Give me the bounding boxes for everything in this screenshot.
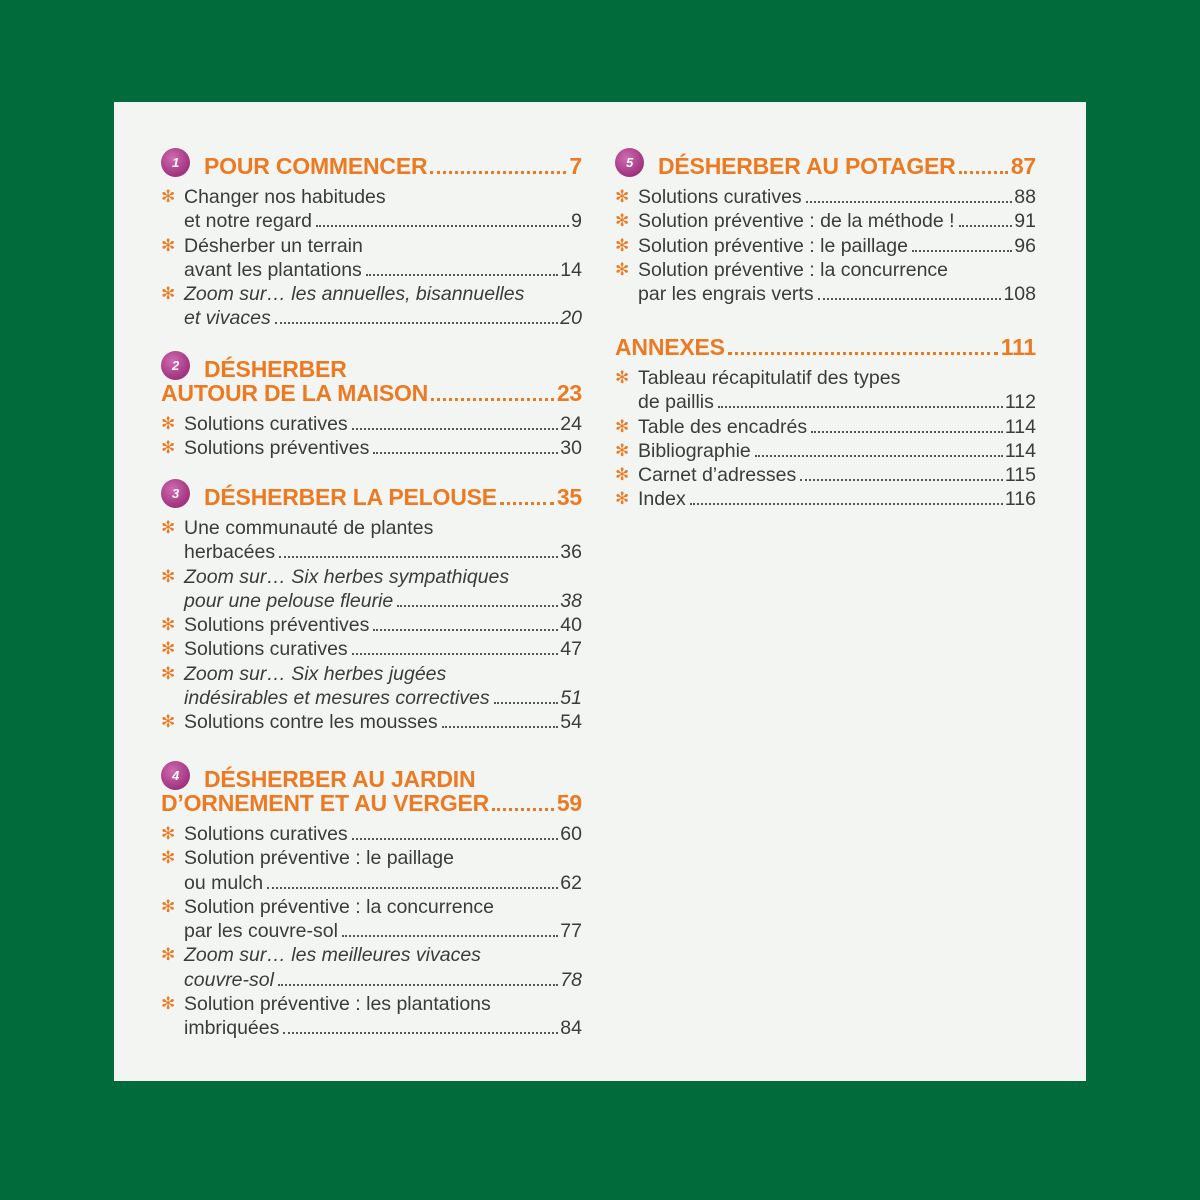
asterisk-flower-icon: ✻: [161, 615, 176, 635]
dot-leader: [397, 605, 558, 607]
toc-entry-line: [184, 871, 582, 895]
toc-entry[interactable]: [615, 366, 1036, 415]
dot-leader: [494, 702, 559, 704]
toc-entry-line: [184, 637, 582, 661]
toc-entry[interactable]: [161, 637, 582, 661]
toc-entry-text: Zoom sur… les meilleures vivaces: [184, 944, 481, 967]
toc-entry-text: Carnet d’adresses: [638, 464, 797, 487]
toc-entry-page: 114: [1004, 415, 1036, 438]
toc-section: [615, 154, 1036, 306]
toc-entry[interactable]: [161, 516, 582, 565]
toc-entry-page: 54: [560, 711, 582, 734]
toc-entry-text: Bibliographie: [638, 439, 751, 462]
dot-leader: [366, 274, 559, 276]
section-page-number: 23: [556, 380, 582, 406]
toc-entry[interactable]: [161, 710, 582, 734]
section-heading[interactable]: [161, 767, 582, 815]
section-heading[interactable]: [161, 357, 582, 405]
asterisk-flower-icon: ✻: [615, 211, 630, 231]
toc-entry-page: 91: [1014, 210, 1036, 233]
section-heading-line: [161, 485, 582, 509]
dot-leader: [755, 455, 1003, 457]
section-page-number: 7: [569, 153, 582, 179]
asterisk-flower-icon: ✻: [161, 284, 176, 304]
toc-entry[interactable]: [615, 415, 1036, 439]
toc-entry[interactable]: [615, 463, 1036, 487]
dot-leader: [800, 479, 1003, 481]
toc-entry-page: 14: [560, 258, 582, 281]
asterisk-flower-icon: ✻: [615, 440, 630, 460]
toc-entry-text: Une communauté de plantes: [184, 517, 434, 539]
toc-entry-text: par les couvre-sol: [184, 920, 338, 943]
asterisk-flower-icon: ✻: [161, 566, 176, 586]
toc-entry[interactable]: [161, 822, 582, 846]
toc-entry-page: 51: [560, 687, 582, 710]
section-page-number: 35: [556, 484, 582, 510]
section-heading-line: [161, 357, 582, 381]
toc-entry-line: [184, 412, 582, 436]
asterisk-flower-icon: ✻: [615, 416, 630, 436]
toc-entry-text: Table des encadrés: [638, 415, 808, 438]
asterisk-flower-icon: ✻: [161, 994, 176, 1014]
toc-entry-line: [638, 209, 1036, 233]
section-number-badge: 5: [615, 148, 644, 177]
asterisk-flower-icon: ✻: [615, 235, 630, 255]
asterisk-flower-icon: ✻: [615, 465, 630, 485]
asterisk-flower-icon: ✻: [161, 235, 176, 255]
section-number-badge: 4: [161, 761, 190, 790]
toc-entry-line: [638, 487, 1036, 511]
dot-leader: [811, 431, 1003, 433]
toc-entry-line: [184, 613, 582, 637]
toc-entry-list: [161, 516, 582, 735]
section-heading-text: DÉSHERBER AU POTAGER: [658, 153, 956, 179]
dot-leader: [718, 406, 1003, 408]
toc-entry-page: 24: [560, 413, 582, 435]
section-number-badge: 3: [161, 479, 190, 508]
toc-entry-text: Changer nos habitudes: [184, 186, 386, 208]
toc-entry-page: 62: [560, 871, 582, 894]
toc-entry-text: ou mulch: [184, 871, 264, 894]
toc-entry-line: [638, 234, 1036, 258]
toc-entry-line: [638, 439, 1036, 463]
section-page-number: 59: [556, 790, 582, 816]
toc-entry[interactable]: [615, 258, 1036, 307]
toc-entry-text: indésirables et mesures correctives: [184, 687, 490, 710]
dot-leader: [430, 171, 566, 174]
toc-section: [615, 335, 1036, 512]
toc-entry-text: Solutions curatives: [638, 186, 802, 208]
section-heading-text: AUTOUR DE LA MAISON: [161, 380, 429, 406]
toc-entry-text: Solution préventive : de la méthode !: [638, 210, 955, 233]
section-heading-text: DÉSHERBER LA PELOUSE: [204, 484, 497, 510]
toc-entry-page: 96: [1014, 234, 1036, 257]
toc-entry-line: [184, 686, 582, 710]
section-number-badge: 1: [161, 148, 190, 177]
dot-leader: [342, 935, 558, 937]
toc-entry[interactable]: [615, 439, 1036, 463]
dot-leader: [267, 887, 558, 889]
toc-entry[interactable]: [161, 895, 582, 944]
toc-section: [161, 485, 582, 735]
toc-entry-text: par les engrais verts: [638, 283, 814, 306]
toc-entry-line: [638, 185, 1036, 209]
toc-entry-line: [184, 436, 582, 460]
toc-entry[interactable]: [615, 185, 1036, 209]
toc-entry[interactable]: [161, 234, 582, 283]
toc-entry-page: 77: [560, 920, 582, 943]
asterisk-flower-icon: ✻: [161, 414, 176, 433]
toc-entry-text: Solutions préventives: [184, 614, 370, 637]
toc-entry-page: 20: [560, 307, 582, 330]
dot-leader: [442, 726, 559, 728]
section-heading-text: D’ORNEMENT ET AU VERGER: [161, 790, 490, 816]
toc-entry-line: [184, 822, 582, 846]
dot-leader: [279, 556, 558, 558]
toc-entry[interactable]: [615, 234, 1036, 258]
asterisk-flower-icon: ✻: [161, 945, 176, 965]
toc-entry-page: 108: [1003, 283, 1036, 306]
toc-entry-text: couvre-sol: [184, 968, 274, 991]
dot-leader: [352, 428, 559, 430]
asterisk-flower-icon: ✻: [161, 896, 176, 916]
toc-entry-line: [184, 540, 582, 564]
toc-entry[interactable]: [161, 613, 582, 637]
toc-entry-line: [184, 1016, 582, 1040]
toc-entry[interactable]: [161, 185, 582, 234]
section-heading-text: POUR COMMENCER: [204, 153, 428, 179]
toc-entry-page: 47: [560, 638, 582, 661]
asterisk-flower-icon: ✻: [615, 368, 630, 387]
dot-leader: [373, 629, 558, 631]
toc-entry-line: [638, 390, 1036, 414]
toc-entry-text: avant les plantations: [184, 258, 362, 281]
toc-entry-text: Solution préventive : la concurrence: [638, 258, 949, 281]
toc-entry-page: 38: [560, 589, 582, 612]
section-page-number: 87: [1010, 153, 1036, 179]
toc-entry-text: Solution préventive : le paillage: [184, 847, 454, 870]
toc-entry-text: Solution préventive : la concurrence: [184, 895, 495, 918]
asterisk-flower-icon: ✻: [615, 489, 630, 509]
dot-leader: [352, 838, 559, 840]
toc-entry-text: Solution préventive : le paillage: [638, 234, 908, 257]
dot-leader: [500, 502, 554, 505]
toc-entry-page: 9: [571, 210, 582, 233]
toc-entry-line: [638, 415, 1036, 439]
dot-leader: [492, 808, 554, 811]
section-heading[interactable]: [161, 485, 582, 509]
dot-leader: [283, 1032, 558, 1034]
toc-entry-text: Zoom sur… Six herbes sympathiques: [184, 565, 510, 588]
section-heading-line: [161, 154, 582, 178]
toc-entry-text: Zoom sur… les annuelles, bisannuelles: [184, 283, 525, 306]
toc-entry-page: 116: [1004, 488, 1036, 511]
table-of-contents-page: [114, 102, 1086, 1081]
toc-entry[interactable]: [161, 282, 582, 331]
toc-entry-page: 36: [560, 541, 582, 564]
toc-entry-list: [161, 822, 582, 1041]
toc-entry[interactable]: [161, 992, 582, 1041]
toc-entry-list: [161, 412, 582, 461]
section-heading-text: DÉSHERBER AU JARDIN: [204, 766, 476, 792]
asterisk-flower-icon: ✻: [161, 712, 176, 732]
toc-section: [161, 154, 582, 331]
toc-entry[interactable]: [161, 846, 582, 895]
dot-leader: [728, 352, 998, 355]
toc-entry-text: et notre regard: [184, 210, 312, 233]
asterisk-flower-icon: ✻: [615, 187, 630, 206]
dot-leader: [806, 201, 1013, 203]
toc-entry-line: [184, 919, 582, 943]
toc-entry-page: 60: [560, 823, 582, 845]
dot-leader: [373, 452, 558, 454]
toc-entry-list: [615, 185, 1036, 306]
toc-entry-page: 112: [1004, 391, 1036, 414]
toc-entry-line: [184, 258, 582, 282]
dot-leader: [316, 225, 569, 227]
section-heading[interactable]: [615, 335, 1036, 359]
section-page-number: 111: [1000, 334, 1036, 360]
asterisk-flower-icon: ✻: [161, 187, 176, 206]
toc-entry[interactable]: [161, 436, 582, 460]
toc-entry-text: Solutions curatives: [184, 823, 348, 845]
dot-leader: [912, 250, 1012, 252]
section-heading-line: [615, 335, 1036, 359]
toc-section: [161, 357, 582, 461]
asterisk-flower-icon: ✻: [161, 824, 176, 843]
toc-entry-text: Solutions contre les mousses: [184, 711, 438, 734]
toc-entry-text: Solutions curatives: [184, 413, 348, 435]
toc-entry-line: [184, 710, 582, 734]
toc-entry-text: Solutions préventives: [184, 437, 370, 460]
toc-entry-list: [161, 185, 582, 331]
section-heading-line: [161, 767, 582, 791]
toc-entry-text: imbriquées: [184, 1017, 280, 1040]
toc-entry[interactable]: [161, 662, 582, 711]
dot-leader: [690, 503, 1003, 505]
toc-entry-line: [184, 306, 582, 330]
toc-entry-page: 88: [1014, 186, 1036, 208]
toc-entry-text: et vivaces: [184, 307, 271, 330]
asterisk-flower-icon: ✻: [161, 438, 176, 458]
toc-entry-text: herbacées: [184, 541, 276, 564]
asterisk-flower-icon: ✻: [161, 518, 176, 537]
section-heading-text: ANNEXES: [615, 334, 725, 360]
toc-entry-text: Désherber un terrain: [184, 234, 363, 257]
section-heading[interactable]: [615, 154, 1036, 178]
section-heading-line: [161, 381, 582, 405]
toc-entry[interactable]: [161, 412, 582, 436]
toc-entry[interactable]: [161, 943, 582, 992]
toc-entry-text: de paillis: [638, 391, 714, 414]
toc-entry-page: 78: [560, 968, 582, 991]
toc-entry-page: 40: [560, 614, 582, 637]
asterisk-flower-icon: ✻: [615, 259, 630, 279]
toc-entry-text: Tableau récapitulatif des types: [638, 367, 901, 389]
dot-leader: [431, 398, 554, 401]
dot-leader: [352, 653, 559, 655]
toc-entry-line: [638, 463, 1036, 487]
toc-entry[interactable]: [161, 565, 582, 614]
dot-leader: [959, 171, 1008, 174]
toc-entry-page: 30: [560, 437, 582, 460]
toc-entry-list: [615, 366, 1036, 512]
dot-leader: [818, 298, 1002, 300]
toc-entry-text: Zoom sur… Six herbes jugées: [184, 662, 447, 685]
dot-leader: [959, 225, 1013, 227]
section-heading[interactable]: [161, 154, 582, 178]
section-number-badge: 2: [161, 351, 190, 380]
toc-section: [161, 767, 582, 1041]
toc-entry-page: 114: [1004, 439, 1036, 462]
toc-entry-page: 84: [560, 1017, 582, 1040]
asterisk-flower-icon: ✻: [161, 848, 176, 868]
section-heading-line: [615, 154, 1036, 178]
section-heading-text: DÉSHERBER: [204, 356, 347, 382]
toc-entry-text: Solution préventive : les plantations: [184, 993, 491, 1016]
toc-entry-text: pour une pelouse fleurie: [184, 589, 394, 612]
section-heading-line: [161, 791, 582, 815]
toc-entry-line: [184, 968, 582, 992]
toc-entry-line: [184, 589, 582, 613]
dot-leader: [275, 322, 559, 324]
asterisk-flower-icon: ✻: [161, 663, 176, 683]
toc-entry-text: Index: [638, 488, 686, 511]
toc-entry-line: [184, 209, 582, 233]
asterisk-flower-icon: ✻: [161, 639, 176, 659]
toc-entry-line: [638, 282, 1036, 306]
dot-leader: [278, 984, 558, 986]
toc-entry[interactable]: [615, 487, 1036, 511]
toc-entry[interactable]: [615, 209, 1036, 233]
toc-entry-text: Solutions curatives: [184, 638, 348, 661]
toc-entry-page: 115: [1004, 464, 1036, 487]
